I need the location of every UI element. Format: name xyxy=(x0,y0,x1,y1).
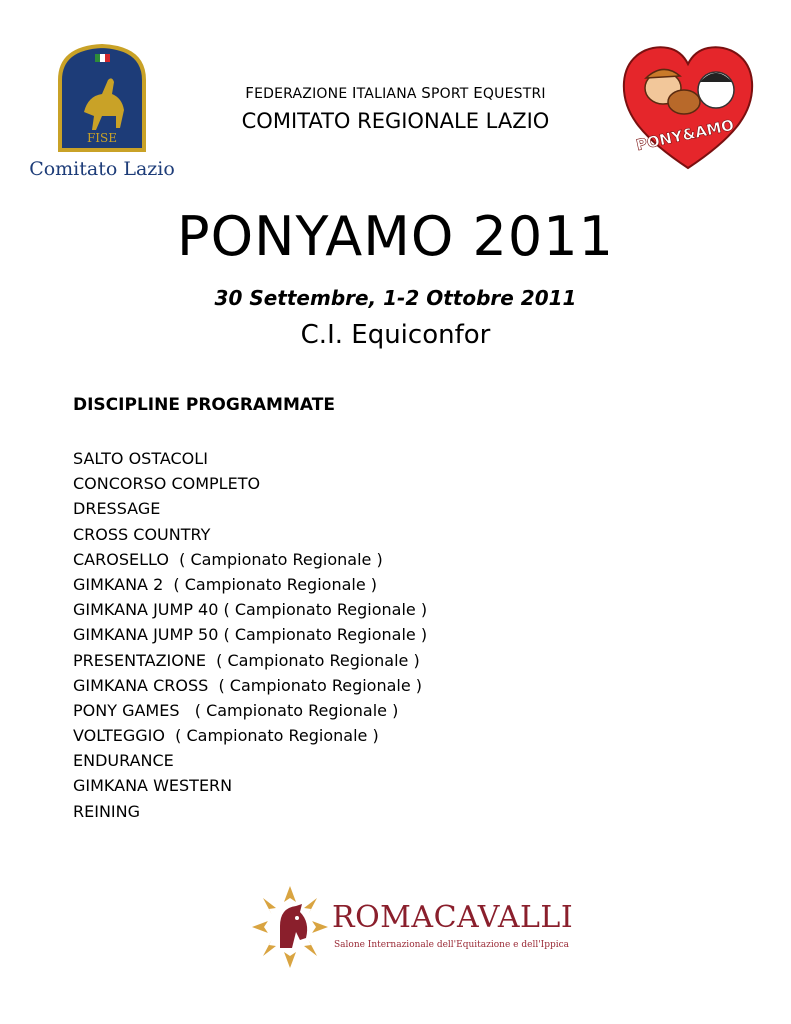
discipline-item: ENDURANCE xyxy=(73,751,174,771)
heart-pony-icon xyxy=(618,40,758,175)
discipline-item: CROSS COUNTRY xyxy=(73,524,211,544)
discipline-list xyxy=(73,446,427,824)
fise-emblem-text: FISE xyxy=(86,131,118,145)
discipline-item: REINING xyxy=(73,801,140,821)
romacavalli-subtitle: Salone Internazionale dell'Equitazione e dell'Ippica xyxy=(334,940,570,950)
ponyamo-logo-text: PONY&AMO xyxy=(634,115,736,155)
federation-name: FEDERAZIONE ITALIANA SPORT EQUESTRI xyxy=(245,84,546,102)
section-title: DISCIPLINE PROGRAMMATE xyxy=(73,395,335,415)
discipline-item: GIMKANA JUMP 50 ( Campionato Regionale ) xyxy=(73,625,428,645)
discipline-item: CAROSELLO ( Campionato Regionale ) xyxy=(73,549,383,569)
event-title: PONYAMO 2011 xyxy=(177,205,614,268)
discipline-item: GIMKANA WESTERN xyxy=(73,776,233,796)
discipline-item: CONCORSO COMPLETO xyxy=(73,474,261,494)
discipline-item: PRESENTAZIONE ( Campionato Regionale ) xyxy=(73,650,420,670)
discipline-item: VOLTEGGIO ( Campionato Regionale ) xyxy=(73,726,379,746)
fise-caption: Comitato Lazio xyxy=(29,158,175,180)
event-dates: 30 Settembre, 1-2 Ottobre 2011 xyxy=(214,286,577,310)
discipline-item: GIMKANA 2 ( Campionato Regionale ) xyxy=(73,574,377,594)
discipline-item: GIMKANA JUMP 40 ( Campionato Regionale ) xyxy=(73,600,428,620)
ponyamo-logo xyxy=(618,40,758,175)
horse-head-star-icon xyxy=(250,882,330,972)
discipline-item: SALTO OSTACOLI xyxy=(73,449,208,468)
romacavalli-name: ROMACAVALLI xyxy=(332,900,574,935)
discipline-item: PONY GAMES ( Campionato Regionale ) xyxy=(73,700,399,720)
romacavalli-logo xyxy=(250,882,574,972)
event-venue: C.I. Equiconfor xyxy=(300,320,491,350)
committee-name: COMITATO REGIONALE LAZIO xyxy=(241,109,550,133)
discipline-item: DRESSAGE xyxy=(73,499,161,519)
discipline-item: GIMKANA CROSS ( Campionato Regionale ) xyxy=(73,675,423,695)
